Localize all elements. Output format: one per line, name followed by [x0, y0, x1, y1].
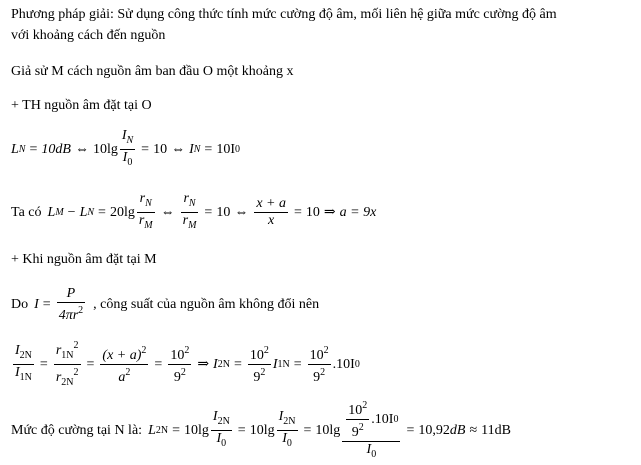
eq2-rN-2-sub: N: [188, 198, 196, 209]
eq2-x-plus-a: x + a: [256, 196, 286, 211]
eq5-L2N-sub: 2N: [155, 425, 169, 436]
eq4-fraction-I: [13, 343, 34, 386]
eq4-I1N: I: [15, 365, 20, 380]
eq3-4pir: 4πr: [58, 308, 79, 323]
eq3-do: Do: [11, 297, 29, 312]
equation-final-level: [11, 398, 511, 463]
eq5-f3-I0-sub: 0: [371, 449, 377, 460]
eq5-11db: 11dB: [481, 422, 511, 438]
eq3-equals: =: [42, 297, 51, 312]
eq4-equals: =: [39, 356, 48, 372]
eq5-f2-I0: I: [282, 431, 287, 446]
eq4-fraction-10-9: [168, 343, 191, 386]
eq4-I1N-rhs-sub: 1N: [277, 359, 290, 370]
eq5-f1-I0-sub: 0: [221, 438, 227, 449]
eq5-fraction-2: [277, 409, 298, 452]
eq4-fraction-r: [54, 338, 81, 391]
eq4-nine-c: 9: [313, 370, 321, 385]
eq3-sq: 2: [78, 305, 84, 316]
eq4-ten-c: 10: [309, 348, 324, 363]
intro-line-1: Phương pháp giải: Sử dụng công thức tính mức cường độ âm, mối liên hệ giữa mức cường độ âm: [11, 7, 557, 22]
eq5-inner-fraction: [346, 398, 369, 441]
eq1-ten: 10: [153, 141, 168, 157]
eq1-iff-2: ⇔: [171, 141, 186, 157]
eq2-minus: −: [67, 204, 76, 220]
eq2-iff: ⇔: [160, 204, 175, 220]
eq4-r1N-sub: 1N: [61, 350, 74, 361]
eq5-inner-10I0-sub: 0: [393, 413, 399, 425]
eq4-I2N-lhs-sub: 2N: [217, 359, 230, 370]
eq2-rM-2-sub: M: [188, 220, 197, 231]
eq1-fraction: [120, 128, 135, 171]
eq2-fraction-x: [254, 196, 288, 229]
eq4-I2N: I: [15, 343, 20, 358]
eq5-f3-I0: I: [366, 442, 372, 457]
eq2-implies: ⇒: [323, 205, 336, 220]
eq5-equals: =: [172, 422, 180, 438]
eq1-iff: ⇔: [74, 141, 89, 157]
eq1-equals: =: [29, 141, 38, 157]
eq4-dot-10I0-sub: 0: [354, 359, 360, 370]
eq1-equals-2: =: [141, 141, 150, 157]
eq3-P: P: [66, 286, 76, 301]
eq1-IN-sub: N: [193, 144, 201, 155]
eq2-rM-sub: M: [144, 220, 153, 231]
eq2-LN: L: [79, 204, 88, 220]
eq4-ten-sq: 2: [184, 345, 190, 356]
eq1-sub-N: N: [18, 144, 26, 155]
eq2-equals-3: =: [294, 204, 302, 220]
eq5-equals-2: =: [237, 422, 246, 438]
eq1-IN: I: [189, 141, 194, 157]
eq4-r2N-sub: 2N: [61, 377, 74, 388]
eq4-nine-b-sq: 2: [260, 367, 266, 378]
eq2-ten-2: 10: [305, 204, 320, 220]
eq4-equals-4: =: [233, 356, 242, 372]
eq4-xa-sq: 2: [141, 345, 147, 356]
eq4-nine: 9: [173, 370, 181, 385]
eq5-10lg: 10lg: [184, 422, 209, 438]
eq2-x: x: [268, 213, 275, 228]
eq5-result-num: 10,92: [418, 422, 450, 438]
eq4-nine-b: 9: [253, 370, 261, 385]
eq4-equals-3: =: [154, 356, 163, 372]
eq4-equals-5: =: [293, 356, 302, 372]
eq5-equals-4: =: [406, 422, 415, 438]
eq5-f2-I2N-sub: 2N: [283, 416, 296, 427]
eq5-fraction-1: [211, 409, 232, 452]
eq5-approx: ≈: [469, 422, 478, 438]
eq5-L2N: L: [148, 422, 156, 438]
eq4-r1N: r: [55, 343, 62, 358]
eq5-inner-ten: 10: [348, 403, 363, 418]
eq4-I2N-lhs: I: [213, 356, 218, 372]
eq4-nine-sq: 2: [180, 367, 186, 378]
eq5-lead: Mức độ cường tại N là:: [11, 422, 143, 438]
eq4-ten-b-sq: 2: [263, 345, 269, 356]
case-source-at-o: + TH nguồn âm đặt tại O: [11, 98, 152, 113]
eq4-r2N-sq: 2: [73, 367, 79, 378]
eq2-rN: r: [139, 191, 146, 206]
eq4-fraction-10-9-b: [248, 343, 271, 386]
equation-level-difference: [11, 191, 376, 234]
eq4-r2N: r: [55, 370, 62, 385]
eq2-rN-sub: N: [145, 198, 152, 209]
eq5-inner-10I0: .10I: [371, 411, 394, 427]
eq2-iff-2: ⇔: [234, 204, 249, 220]
eq4-nine-c-sq: 2: [320, 367, 326, 378]
eq4-equals-2: =: [86, 356, 95, 372]
eq4-implies: ⇒: [197, 357, 210, 372]
eq4-a-sq: 2: [125, 367, 131, 378]
eq1-10lg: 10lg: [92, 141, 118, 157]
eq2-20lg: 20lg: [109, 204, 135, 220]
eq2-fraction-r: [137, 191, 155, 234]
eq5-f2-I0-sub: 0: [286, 438, 292, 449]
eq2-fraction-r-2: [181, 191, 199, 234]
eq4-I1N-rhs: I: [272, 356, 278, 372]
eq4-I2N-sub: 2N: [19, 350, 32, 361]
eq3-fraction: [57, 286, 85, 324]
eq1-den-I: I: [122, 150, 128, 165]
eq1-num-I: I: [121, 128, 127, 143]
eq4-ten-b: 10: [249, 348, 264, 363]
eq4-r1N-sq: 2: [73, 340, 79, 351]
eq1-10I0: 10I: [216, 141, 235, 157]
eq2-LN-sub: N: [87, 207, 95, 218]
equation-level-at-o: [11, 128, 240, 171]
eq1-10I0-sub: 0: [235, 144, 240, 155]
assumption-line: Giả sử M cách nguồn âm ban đầu O một khoảng x: [11, 64, 294, 79]
eq2-ten: 10: [216, 204, 231, 220]
eq1-num-sub: N: [126, 135, 134, 146]
eq4-fraction-xa: [100, 343, 148, 386]
eq5-f2-I2N: I: [278, 409, 284, 424]
eq2-ta-co: Ta có: [11, 204, 42, 220]
eq5-result-unit: dB: [449, 422, 466, 438]
eq4-ten: 10: [170, 348, 185, 363]
eq2-equals: =: [98, 204, 106, 220]
eq5-inner-nine-sq: 2: [358, 422, 364, 433]
eq5-f1-I0: I: [216, 431, 222, 446]
eq2-equals-2: =: [204, 204, 213, 220]
eq5-10lg-3: 10lg: [315, 422, 341, 438]
eq4-a: a: [118, 370, 126, 385]
eq3-I: I: [34, 297, 39, 312]
eq4-fraction-10-9-c: [308, 343, 331, 386]
eq2-LM: L: [47, 204, 56, 220]
eq2-rM-2: r: [182, 213, 189, 228]
eq5-10lg-2: 10lg: [249, 422, 275, 438]
equation-intensity-formula: [11, 286, 319, 324]
equation-intensity-ratio: [11, 338, 360, 391]
eq1-10db: 10dB: [41, 141, 71, 157]
eq5-inner-ten-sq: 2: [362, 400, 368, 411]
eq1-den-sub: 0: [127, 157, 133, 168]
eq5-inner-nine: 9: [351, 425, 359, 440]
eq5-fraction-3: [342, 398, 400, 463]
eq2-a-eq-9x: a = 9x: [339, 204, 377, 220]
eq5-equals-3: =: [303, 422, 312, 438]
eq3-tail: , công suất của nguồn âm không đổi nên: [93, 297, 320, 312]
case-source-at-m: + Khi nguồn âm đặt tại M: [11, 252, 157, 267]
eq5-f1-I2N-sub: 2N: [217, 416, 230, 427]
eq1-L: L: [11, 141, 19, 157]
intro-line-2: với khoảng cách đến nguồn: [11, 28, 166, 43]
eq4-xa: (x + a): [102, 348, 142, 363]
eq2-rM: r: [138, 213, 145, 228]
eq1-equals-3: =: [204, 141, 213, 157]
eq2-LM-sub: M: [55, 207, 64, 218]
eq4-dot-10I0: .10I: [332, 356, 355, 372]
eq5-f1-I2N: I: [212, 409, 218, 424]
eq4-I1N-sub: 1N: [19, 372, 32, 383]
eq2-rN-2: r: [183, 191, 189, 206]
eq4-ten-c-sq: 2: [323, 345, 329, 356]
